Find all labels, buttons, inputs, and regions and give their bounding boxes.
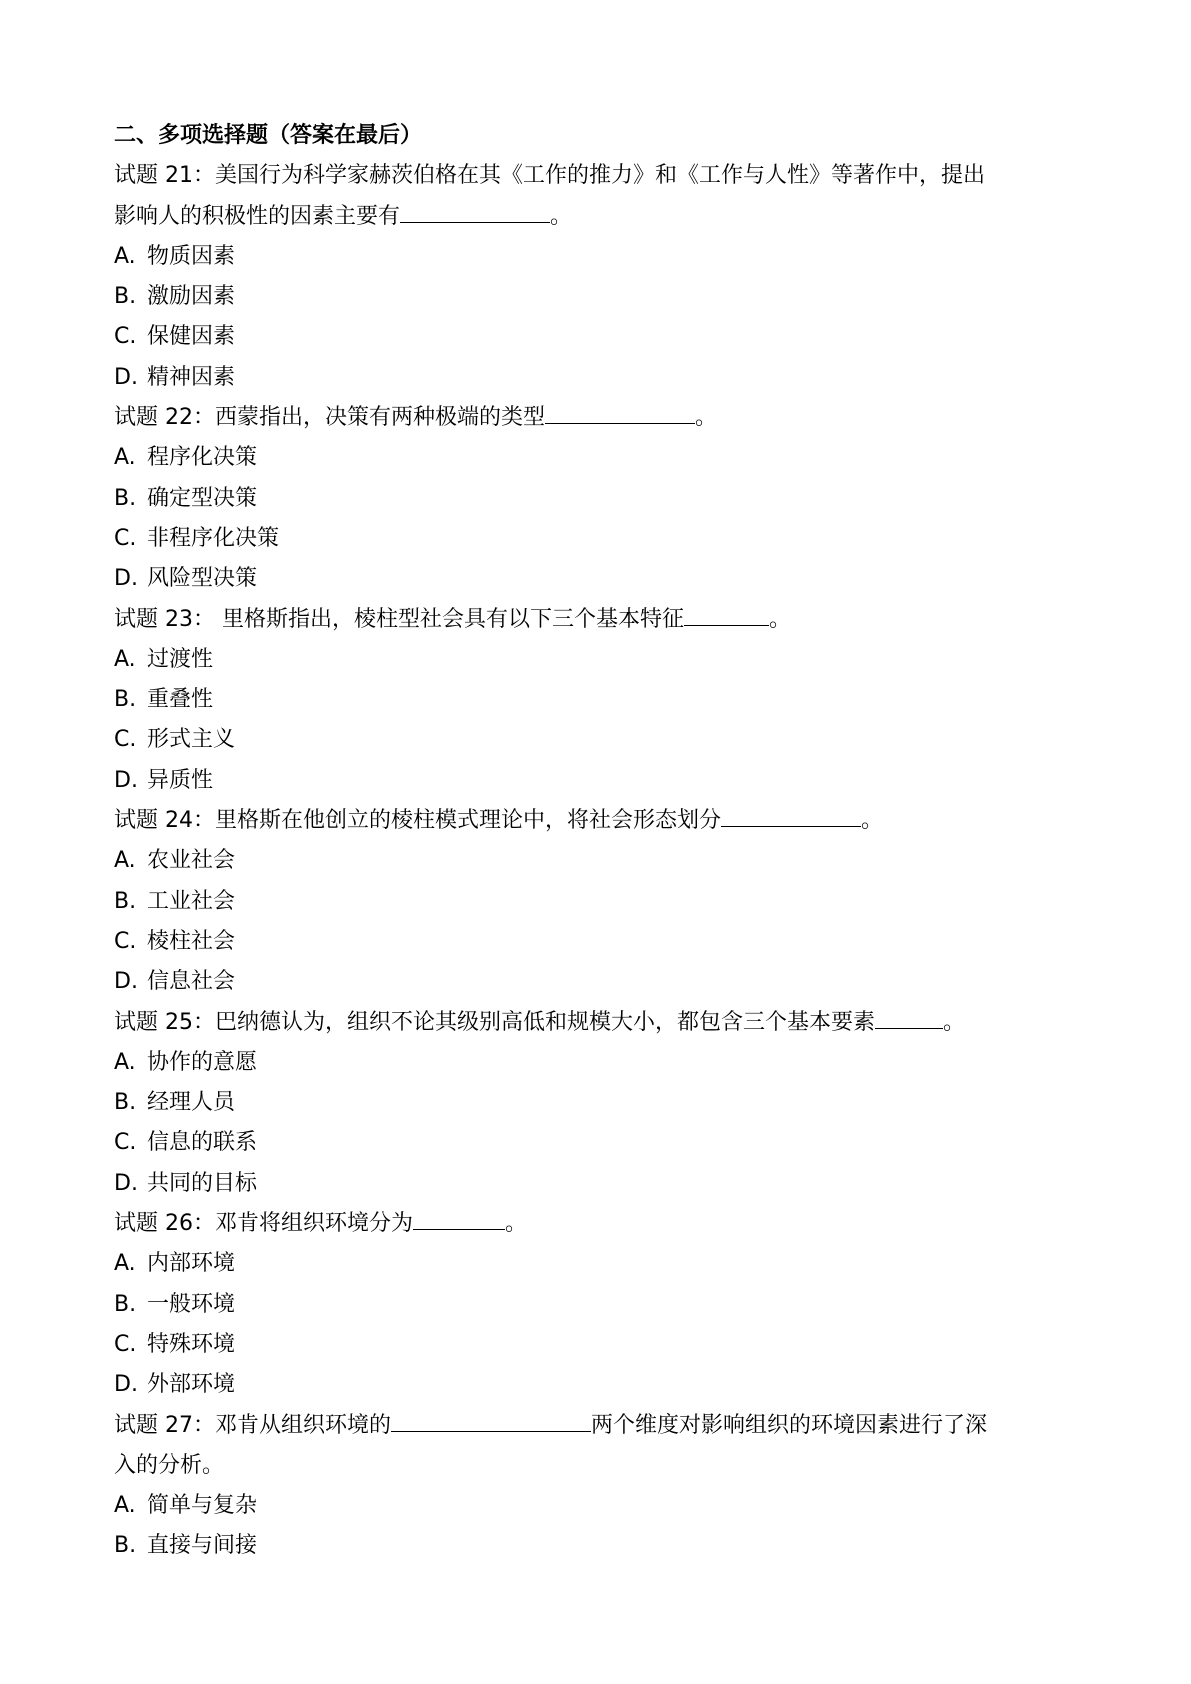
question-stem-text: 试题 24：里格斯在他创立的棱柱模式理论中，将社会形态划分 [114, 808, 721, 834]
option-item [114, 1244, 1084, 1284]
option-letter: A. [114, 1049, 136, 1075]
option-text: 物质因素 [147, 243, 236, 269]
option-item [114, 1043, 1084, 1083]
option-item [114, 519, 1084, 559]
question-list [114, 116, 1084, 1567]
option-letter: D. [114, 566, 138, 592]
option-text: 信息社会 [147, 969, 236, 995]
option-letter: C. [114, 928, 137, 954]
option-text: 保健因素 [147, 324, 236, 350]
option-letter: A. [114, 243, 136, 269]
question-stem-text: 试题 21：美国行为科学家赫茨伯格在其《工作的推力》和《工作与人性》等著作中，提出 [114, 163, 985, 189]
stem-end-punct: 。 [768, 606, 791, 632]
option-item [114, 962, 1084, 1002]
answer-blank [413, 1207, 505, 1230]
option-letter: A. [114, 848, 136, 874]
option-letter: C. [114, 1331, 137, 1357]
question-22-stem [114, 398, 1084, 438]
answer-blank [400, 200, 550, 223]
option-text: 过渡性 [147, 646, 214, 672]
option-item [114, 922, 1084, 962]
option-text: 重叠性 [147, 687, 214, 713]
answer-blank [391, 1409, 591, 1432]
answer-blank [721, 804, 861, 827]
option-letter: B. [114, 687, 137, 713]
option-text: 非程序化决策 [147, 525, 280, 551]
option-letter: D. [114, 767, 138, 793]
option-item [114, 640, 1084, 680]
option-item [114, 438, 1084, 478]
option-letter: A. [114, 646, 136, 672]
stem-end-punct: 。 [861, 808, 884, 834]
option-letter: A. [114, 1493, 136, 1519]
option-text: 一般环境 [147, 1291, 236, 1317]
option-text: 内部环境 [147, 1251, 236, 1277]
stem-end-punct: 。 [505, 1211, 528, 1237]
question-stem-text: 两个维度对影响组织的环境因素进行了深 [591, 1412, 988, 1438]
stem-end-punct: 。 [550, 203, 573, 229]
question-stem-text: 影响人的积极性的因素主要有 [114, 203, 401, 229]
question-21-stem-line-2 [114, 197, 1084, 237]
question-26-stem [114, 1204, 1084, 1244]
section-heading: 二、多项选择题（答案在最后） [114, 123, 423, 148]
option-text: 激励因素 [147, 284, 236, 310]
option-text: 农业社会 [147, 848, 236, 874]
option-text: 协作的意愿 [147, 1049, 258, 1075]
option-item [114, 1486, 1084, 1526]
question-21-stem-line-1 [114, 156, 1084, 196]
option-letter: B. [114, 284, 137, 310]
option-item [114, 1365, 1084, 1405]
option-text: 外部环境 [147, 1372, 236, 1398]
option-item [114, 1123, 1084, 1163]
answer-blank [545, 401, 695, 424]
question-27-stem-line-2 [114, 1446, 1084, 1486]
option-item [114, 358, 1084, 398]
option-letter: C. [114, 324, 137, 350]
option-letter: D. [114, 969, 138, 995]
option-item [114, 882, 1084, 922]
question-stem-text: 入的分析。 [114, 1452, 225, 1478]
option-text: 异质性 [147, 767, 214, 793]
option-item [114, 1083, 1084, 1123]
option-text: 精神因素 [147, 364, 236, 390]
option-item [114, 1285, 1084, 1325]
option-letter: D. [114, 1372, 138, 1398]
option-text: 直接与间接 [147, 1533, 258, 1559]
option-text: 经理人员 [147, 1090, 236, 1116]
question-24-stem [114, 801, 1084, 841]
stem-end-punct: 。 [695, 405, 718, 431]
option-letter: C. [114, 1130, 137, 1156]
option-letter: C. [114, 727, 137, 753]
option-item [114, 237, 1084, 277]
question-stem-text: 试题 26：邓肯将组织环境分为 [114, 1211, 413, 1237]
question-27-stem-line-1 [114, 1406, 1084, 1446]
option-letter: B. [114, 1090, 137, 1116]
answer-blank [684, 603, 769, 626]
option-letter: C. [114, 525, 137, 551]
option-text: 风险型决策 [147, 566, 258, 592]
option-item [114, 317, 1084, 357]
question-stem-text: 试题 27：邓肯从组织环境的 [114, 1412, 391, 1438]
option-letter: D. [114, 1170, 138, 1196]
option-item [114, 720, 1084, 760]
stem-end-punct: 。 [943, 1009, 966, 1035]
option-text: 特殊环境 [147, 1331, 236, 1357]
option-text: 棱柱社会 [147, 928, 236, 954]
question-25-stem [114, 1003, 1084, 1043]
option-text: 共同的目标 [147, 1170, 258, 1196]
option-item [114, 680, 1084, 720]
question-stem-text: 试题 23： 里格斯指出，棱柱型社会具有以下三个基本特征 [114, 606, 684, 632]
option-text: 工业社会 [147, 888, 236, 914]
option-item [114, 1526, 1084, 1566]
option-letter: B. [114, 485, 137, 511]
option-letter: A. [114, 445, 136, 471]
option-item [114, 559, 1084, 599]
question-stem-text: 试题 25：巴纳德认为，组织不论其级别高低和规模大小，都包含三个基本要素 [114, 1009, 875, 1035]
option-text: 确定型决策 [147, 485, 258, 511]
option-item [114, 1325, 1084, 1365]
option-item [114, 479, 1084, 519]
option-text: 形式主义 [147, 727, 236, 753]
question-23-stem [114, 600, 1084, 640]
option-item [114, 277, 1084, 317]
question-stem-text: 试题 22：西蒙指出，决策有两种极端的类型 [114, 405, 545, 431]
option-letter: A. [114, 1251, 136, 1277]
option-letter: D. [114, 364, 138, 390]
option-item [114, 761, 1084, 801]
option-item [114, 1164, 1084, 1204]
option-text: 简单与复杂 [147, 1493, 258, 1519]
answer-blank [875, 1006, 943, 1029]
option-letter: B. [114, 888, 137, 914]
option-letter: B. [114, 1533, 137, 1559]
option-item [114, 841, 1084, 881]
option-text: 信息的联系 [147, 1130, 258, 1156]
option-letter: B. [114, 1291, 137, 1317]
option-text: 程序化决策 [147, 445, 258, 471]
